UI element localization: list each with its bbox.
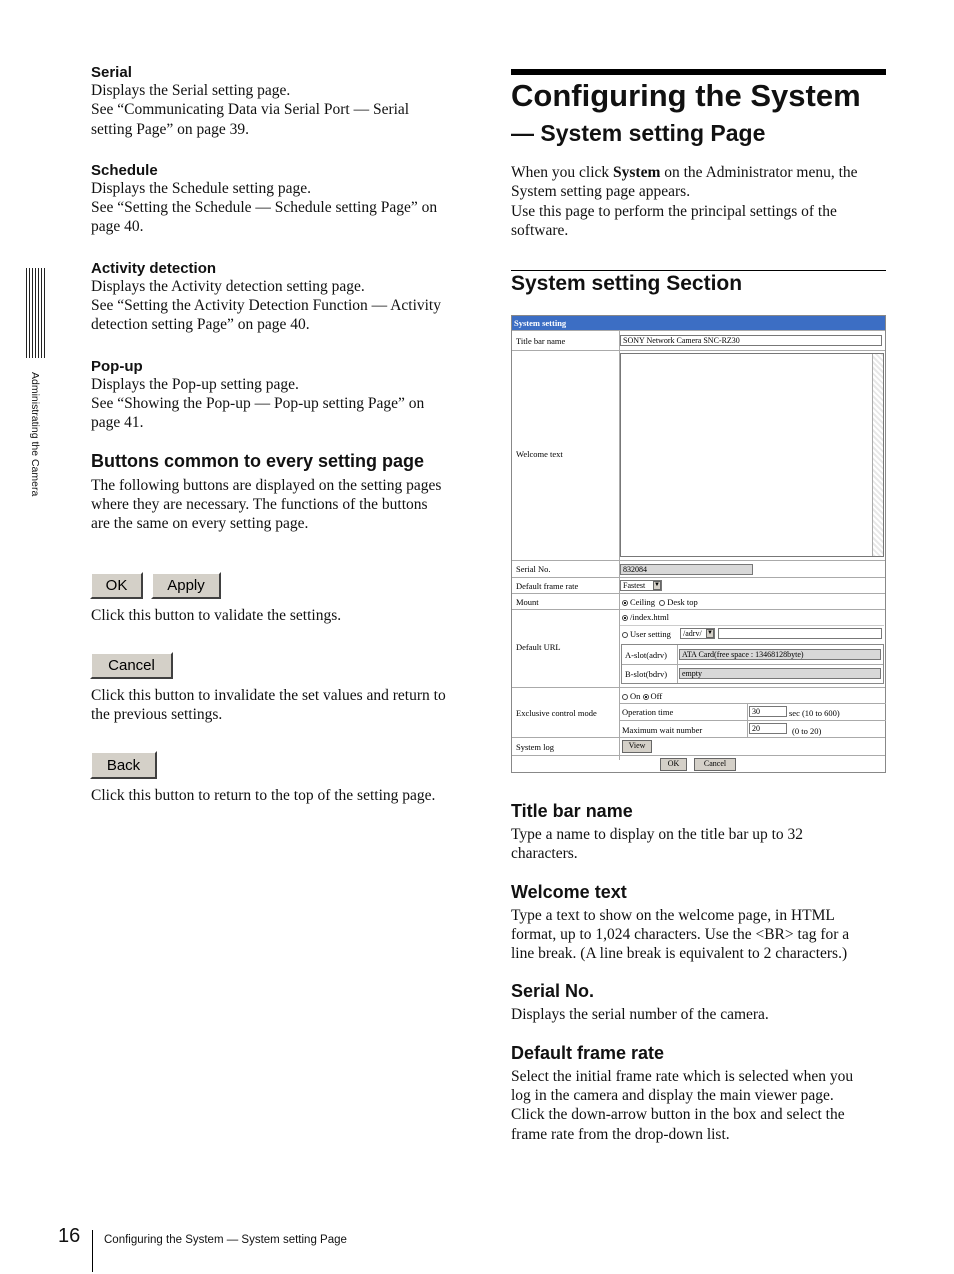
welcome-row: [512, 350, 885, 560]
welcome-text: Type a text to show on the welcome page, in HTML format, up to 1,024 characters. Use the <BR> tag for a line break. (A line break is equivalent to 2 characters.): [511, 906, 850, 963]
max-wait-label: Maximum wait number: [622, 725, 703, 735]
frame-rate-text: Select the initial frame rate which is selected when you log in the camera and display the main viewer page. Click the down-arrow button in the box and select the frame rate from the drop-down list.: [511, 1067, 854, 1143]
section-tab-marker: [26, 268, 46, 358]
url-path-input[interactable]: [718, 628, 882, 639]
op-time-input[interactable]: 30: [749, 706, 787, 717]
exclusive-label: Exclusive control mode: [516, 708, 597, 718]
activity-block: [91, 260, 471, 335]
activity-heading: Activity detection: [91, 259, 217, 277]
buttons-common-block: [91, 451, 471, 534]
default-url-row: [512, 609, 885, 687]
form-cancel-button[interactable]: Cancel: [694, 758, 736, 771]
aslot-field: ATA Card(free space : 13468128byte): [679, 649, 881, 660]
serial-text: Displays the Serial setting page. See “Communicating Data via Serial Port — Serial setting Page” on page 39.: [91, 82, 410, 138]
mount-options: Ceiling Desk top: [622, 597, 698, 607]
op-time-range: sec (10 to 600): [789, 708, 840, 718]
schedule-heading: Schedule: [91, 161, 158, 179]
system-setting-form: [511, 315, 886, 773]
welcome-textarea[interactable]: [620, 353, 884, 557]
back-button[interactable]: Back: [90, 751, 157, 779]
serial-no-block: [511, 981, 891, 1024]
title-bar-label: Title bar name: [516, 336, 566, 346]
url-index-option: /index.html: [622, 612, 669, 622]
ok-description: Click this button to validate the settings.: [91, 607, 342, 624]
footer-text: Configuring the System — System setting Page: [104, 1234, 347, 1246]
schedule-text: Displays the Schedule setting page. See “Setting the Schedule — Schedule setting Page” on page 40.: [91, 179, 438, 236]
welcome-heading: Welcome text: [511, 881, 627, 902]
max-wait-input[interactable]: 20: [749, 723, 787, 734]
section-rule: [511, 270, 886, 271]
title-bar-block: [511, 801, 891, 864]
schedule-block: [91, 162, 471, 237]
popup-heading: Pop-up: [91, 357, 143, 375]
buttons-common-text: The following buttons are displayed on the setting pages where they are necessary. The functions of the buttons are the same on every setting page.: [91, 476, 442, 533]
left-column: [91, 64, 471, 533]
serial-no-heading: Serial No.: [511, 981, 595, 1002]
serial-heading: Serial: [91, 64, 132, 81]
slot-box: [621, 644, 884, 684]
aslot-label: A-slot(adrv): [625, 650, 668, 660]
exclusive-options: On Off: [622, 691, 662, 701]
url-user-radio[interactable]: [622, 632, 628, 638]
serial-row: [512, 560, 885, 577]
max-wait-range: (0 to 20): [792, 726, 822, 736]
page-number: 16: [58, 1225, 81, 1247]
url-index-radio[interactable]: [622, 615, 628, 621]
form-ok-button[interactable]: OK: [660, 758, 687, 771]
serial-field: 832084: [620, 564, 753, 575]
view-button[interactable]: View: [622, 740, 652, 753]
intro-text: When you click System on the Administrator menu, the System setting page appears. Use this page to perform the principal settings of the software.: [511, 164, 858, 239]
serial-block: [91, 64, 471, 139]
frame-rate-block: [511, 1043, 891, 1144]
syslog-label: System log: [516, 742, 555, 752]
apply-button[interactable]: Apply: [151, 572, 221, 599]
frame-rate-label: Default frame rate: [516, 581, 579, 591]
url-user-option: User setting: [622, 629, 671, 639]
welcome-label: Welcome text: [516, 449, 563, 459]
frame-rate-heading: Default frame rate: [511, 1042, 665, 1063]
frame-rate-row: [512, 577, 885, 593]
page-subtitle: — System setting Page: [511, 120, 766, 146]
bslot-label: B-slot(bdrv): [625, 669, 668, 679]
title-bar-text: Type a name to display on the title bar up to 32 characters.: [511, 826, 804, 863]
url-drive-select[interactable]: /adrv/ ▼: [680, 628, 715, 639]
title-rule: [511, 69, 886, 75]
title-bar-row: [512, 330, 885, 350]
cancel-description: Click this button to invalidate the set values and return to the previous settings.: [91, 687, 446, 724]
welcome-block: [511, 882, 891, 964]
cancel-button[interactable]: Cancel: [90, 652, 173, 679]
popup-block: [91, 358, 471, 433]
mount-row: [512, 593, 885, 609]
buttons-common-heading: Buttons common to every setting page: [91, 450, 425, 471]
right-descriptions: [511, 801, 891, 1144]
activity-text: Displays the Activity detection setting page. See “Setting the Activity Detection Function — Activity detection setting Page” on page 40.: [91, 277, 441, 334]
side-section-label: Administrating the Camera: [29, 372, 41, 497]
ceiling-radio[interactable]: [622, 600, 628, 606]
title-bar-input[interactable]: SONY Network Camera SNC-RZ30: [620, 335, 882, 346]
chevron-down-icon: ▼: [707, 630, 713, 636]
exclusive-off-radio[interactable]: [643, 694, 649, 700]
footer-divider: [92, 1230, 93, 1272]
serial-no-text: Displays the serial number of the camera.: [511, 1006, 769, 1024]
serial-label: Serial No.: [516, 564, 551, 574]
title-bar-heading: Title bar name: [511, 801, 633, 821]
syslog-row: [512, 737, 885, 755]
welcome-scrollbar[interactable]: [872, 354, 883, 556]
exclusive-row: [512, 687, 885, 737]
form-title-bar: System setting: [512, 316, 885, 330]
chevron-down-icon: ▼: [654, 582, 660, 588]
ok-button[interactable]: OK: [90, 572, 143, 599]
page-title: Configuring the System: [511, 78, 861, 113]
desktop-radio[interactable]: [659, 600, 665, 606]
mount-label: Mount: [516, 597, 539, 607]
default-url-label: Default URL: [516, 642, 561, 652]
bslot-field: empty: [679, 668, 881, 679]
form-actions-row: [512, 755, 885, 772]
section-heading: System setting Section: [511, 272, 743, 295]
exclusive-on-radio[interactable]: [622, 694, 628, 700]
op-time-label: Operation time: [622, 707, 674, 717]
frame-rate-select[interactable]: Fastest ▼: [620, 580, 662, 591]
back-description: Click this button to return to the top of the setting page.: [91, 787, 436, 804]
popup-text: Displays the Pop-up setting page. See “Showing the Pop-up — Pop-up setting Page” on page 41.: [91, 375, 425, 432]
